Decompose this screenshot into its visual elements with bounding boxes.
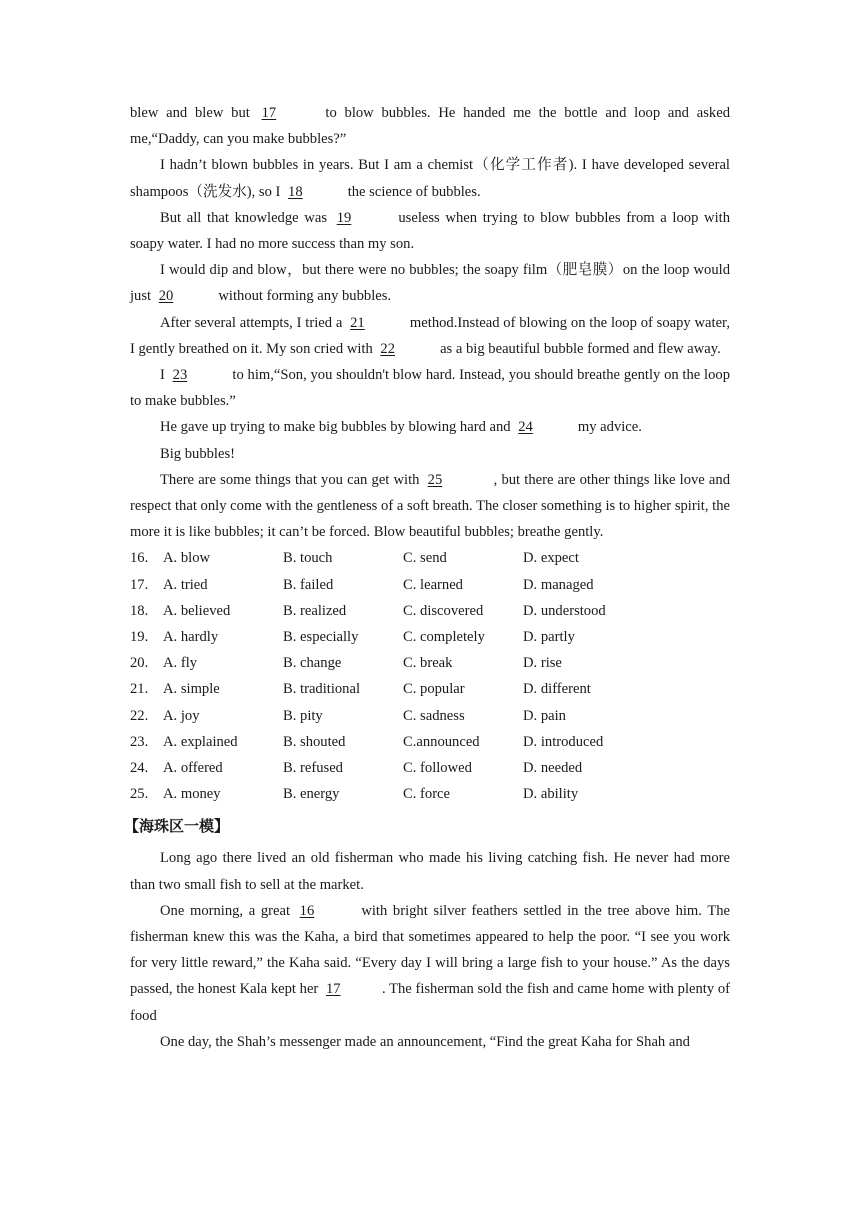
option-b: B. shouted — [283, 733, 346, 750]
option-a: A. hardly — [163, 629, 219, 646]
section-heading: 【海珠区一模】 — [124, 817, 230, 836]
blank-21: 21 — [350, 314, 365, 331]
paragraph — [130, 467, 730, 546]
text: to blow bubbles. He handed me the bottle and loop and asked me,“Daddy, can you make bubbles?” — [130, 105, 730, 148]
option-b: B. energy — [283, 786, 340, 803]
option-number: 25. — [130, 786, 149, 803]
option-a: A. money — [163, 786, 221, 803]
option-c: C. discovered — [403, 602, 484, 619]
option-a: A. tried — [163, 576, 208, 593]
option-d: D. introduced — [523, 733, 604, 750]
blank-17: 17 — [261, 105, 277, 121]
answer-options — [130, 545, 730, 807]
option-a: A. fly — [163, 655, 198, 672]
option-c: C. sadness — [403, 707, 465, 724]
text: There are some things that you can get with — [160, 471, 424, 488]
option-number: 24. — [130, 759, 149, 776]
paragraph — [130, 100, 730, 152]
text: method.Instead of blowing on the loop of soapy water, I gently breathed on it. My son cried with — [130, 314, 730, 357]
option-c: C. popular — [403, 681, 465, 698]
text: blew and blew but — [130, 105, 258, 121]
option-b: B. realized — [283, 602, 347, 619]
text: One morning, a great — [160, 902, 296, 919]
blank-19: 19 — [336, 209, 352, 226]
option-b: B. touch — [283, 550, 333, 567]
blank-16: 16 — [299, 902, 315, 919]
option-number: 22. — [130, 707, 149, 724]
text: the science of bubbles. — [344, 183, 481, 200]
blank-22: 22 — [380, 340, 396, 357]
option-a: A. joy — [163, 707, 200, 724]
option-a: A. explained — [163, 733, 238, 750]
paragraph — [130, 257, 730, 309]
option-b: B. refused — [283, 759, 343, 776]
option-row — [130, 729, 730, 755]
option-d: D. pain — [523, 707, 566, 724]
option-row — [130, 781, 730, 807]
option-a: A. simple — [163, 681, 220, 698]
paragraph — [130, 205, 730, 257]
option-row — [130, 676, 730, 702]
option-d: D. expect — [523, 550, 579, 567]
option-a: A. blow — [163, 550, 211, 567]
option-b: B. change — [283, 655, 342, 672]
text: I hadn’t blown bubbles in years. But I am a chemist（化学工作者). I have developed several shampoos（洗发水), so I — [130, 157, 730, 200]
option-d: D. rise — [523, 655, 562, 672]
text: After several attempts, I tried a — [160, 314, 347, 331]
text: . The fisherman sold the fish and came home with plenty of food — [130, 981, 730, 1024]
option-b: B. traditional — [283, 681, 361, 698]
option-c: C. learned — [403, 576, 463, 593]
text: without forming any bubbles. — [214, 288, 392, 305]
paragraph: Long ago there lived an old fisherman who made his living catching fish. He never had more than two small fish to sell at the market. — [130, 850, 730, 893]
option-c: C. followed — [403, 759, 472, 776]
option-number: 17. — [130, 576, 149, 593]
blank-23: 23 — [172, 367, 188, 384]
blank-20: 20 — [158, 288, 174, 305]
option-row — [130, 755, 730, 781]
blank-18: 18 — [288, 183, 303, 200]
paragraph — [130, 152, 730, 204]
text: as a big beautiful bubble formed and flew away. — [436, 340, 721, 357]
document-content — [124, 100, 731, 1055]
text: with bright silver feathers settled in the tree above him. The fisherman knew this was the Kaha, a bird that sometimes appeared to help the poor. “I see you work for very little reward,” the Kaha said. “Every day I will bring a large fish to your house.” As the days passed, the honest Kala kept her — [130, 902, 731, 998]
option-c: C. completely — [403, 629, 485, 646]
option-number: 23. — [130, 733, 149, 750]
blank-24: 24 — [518, 419, 533, 436]
option-number: 16. — [130, 550, 149, 567]
paragraph — [130, 414, 730, 440]
blank-17: 17 — [325, 981, 341, 998]
option-d: D. different — [523, 681, 591, 698]
paragraph — [130, 362, 730, 414]
option-d: D. needed — [523, 759, 583, 776]
option-d: D. managed — [523, 576, 594, 593]
paragraph: One day, the Shah’s messenger made an announcement, “Find the great Kaha for Shah and — [160, 1033, 690, 1050]
paragraph: Big bubbles! — [160, 445, 235, 462]
blank-25: 25 — [427, 471, 443, 488]
option-c: C.announced — [403, 733, 480, 750]
option-row — [130, 624, 730, 650]
paragraph — [130, 310, 730, 362]
text: I would dip and blow，but there were no bubbles; the soapy film（肥皂膜）on the loop would just — [130, 262, 730, 305]
option-row — [130, 598, 730, 624]
option-number: 19. — [130, 629, 149, 646]
option-d: D. partly — [523, 629, 575, 646]
option-b: B. pity — [283, 707, 323, 724]
option-c: C. break — [403, 655, 453, 672]
paragraph — [130, 898, 730, 1029]
text: my advice. — [574, 419, 642, 436]
text: to him,“Son, you shouldn't blow hard. Instead, you should breathe gently on the loop to make bubbles.” — [130, 367, 730, 410]
option-row — [130, 545, 730, 571]
option-b: B. failed — [283, 576, 334, 593]
option-row — [130, 650, 730, 676]
option-d: D. ability — [523, 786, 579, 803]
option-b: B. especially — [283, 629, 359, 646]
option-a: A. offered — [163, 759, 223, 776]
option-d: D. understood — [523, 602, 606, 619]
option-number: 20. — [130, 655, 149, 672]
option-number: 18. — [130, 602, 149, 619]
text: He gave up trying to make big bubbles by blowing hard and — [160, 419, 515, 436]
text: useless when trying to blow bubbles from a loop with soapy water. I had no more success than my son. — [130, 209, 730, 253]
option-row — [130, 703, 730, 729]
option-row — [130, 572, 730, 598]
text: But all that knowledge was — [160, 209, 333, 226]
option-c: C. send — [403, 550, 447, 567]
text: , but there are other things like love and respect that only come with the gentleness of a soft breath. The closer something is to higher spirit, the more it is like bubbles; it can’t be forced. Blow beautiful bubbles; breathe gently. — [130, 471, 730, 541]
text: I — [160, 367, 169, 384]
option-c: C. force — [403, 786, 451, 803]
option-number: 21. — [130, 681, 149, 698]
option-a: A. believed — [163, 602, 231, 619]
